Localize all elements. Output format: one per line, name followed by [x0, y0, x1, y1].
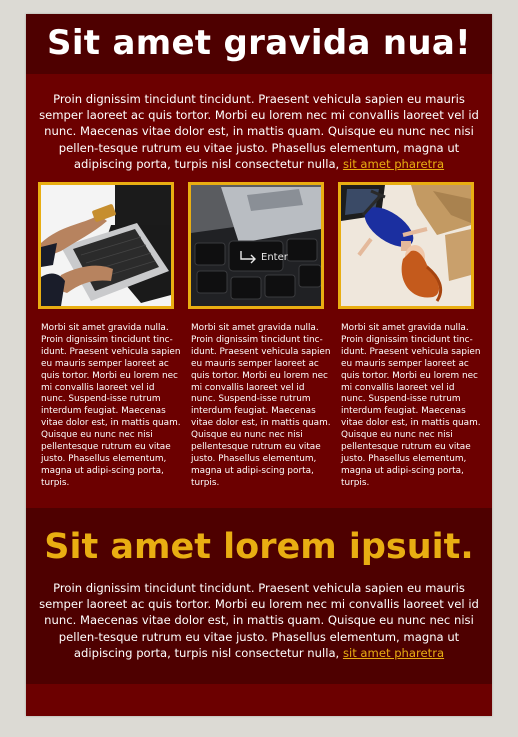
column-1-text: Morbi sit amet gravida nulla. Proin dignissim tincidunt tinc-idunt. Praesent vehicula sapien eu mauris semper laoreet ac quis tortor. Morbi eu lorem nec mi convallis laoreet vel id nunc. Suspend-isse rutrum interdum feugiat. Maecenas vitae dolor est, in mattis quam. Quisque eu nunc nec nisi pellentesque rutrum eu vitae justo. Phasellus elementum, magna ut adipi-scing porta, turpis.: [41, 323, 181, 488]
newsletter-sheet: [26, 14, 492, 716]
column-3-text: Morbi sit amet gravida nulla. Proin dignissim tincidunt tinc-idunt. Praesent vehicula sapien eu mauris semper laoreet ac quis tortor. Morbi eu lorem nec mi convallis laoreet vel id nunc. Suspend-isse rutrum interdum feugiat. Maecenas vitae dolor est, in mattis quam. Quisque eu nunc nec nisi pellentesque rutrum eu vitae justo. Phasellus elementum, magna ut adipi-scing porta, turpis.: [341, 323, 481, 488]
photo-keyboard-card: [188, 182, 324, 309]
enter-key-label: Enter: [261, 252, 288, 263]
second-headline: Sit amet lorem ipsuit.: [44, 527, 474, 567]
second-paragraph: [34, 580, 484, 661]
second-paragraph-link[interactable]: sit amet pharetra: [342, 645, 445, 660]
photo-woman-boxes: [338, 182, 474, 309]
column-2-text: Morbi sit amet gravida nulla. Proin dignissim tincidunt tinc-idunt. Praesent vehicula sapien eu mauris semper laoreet ac quis tortor. Morbi eu lorem nec mi convallis laoreet vel id nunc. Suspend-isse rutrum interdum feugiat. Maecenas vitae dolor est, in mattis quam. Quisque eu nunc nec nisi pellentesque rutrum eu vitae justo. Phasellus elementum, magna ut adipi-scing porta, turpis.: [191, 323, 331, 488]
photo-laptop-hands: [38, 182, 174, 309]
intro-link[interactable]: sit amet pharetra: [342, 156, 445, 171]
headline: Sit amet gravida nua!: [47, 23, 471, 63]
second-paragraph-text: Proin dignissim tincidunt tincidunt. Praesent vehicula sapien eu mauris semper laoreet ac quis tortor. Morbi eu lorem nec mi convallis laoreet vel id nunc. Maecenas vitae dolor est, in mattis quam. Quisque eu nunc nec nisi pellen-tesque rutrum eu vitae justo. Phasellus elementum, magna ut adipiscing porta, turpis nisl consectetur nulla,: [39, 581, 479, 660]
intro-paragraph: [34, 91, 484, 172]
intro-text: Proin dignissim tincidunt tincidunt. Praesent vehicula sapien eu mauris semper laoreet ac quis tortor. Morbi eu lorem nec mi convallis laoreet vel id nunc. Maecenas vitae dolor est, in mattis quam. Quisque eu nunc nec nisi pellen-tesque rutrum eu vitae justo. Phasellus elementum, magna ut adipiscing porta, turpis nisl consectetur nulla,: [39, 92, 479, 171]
